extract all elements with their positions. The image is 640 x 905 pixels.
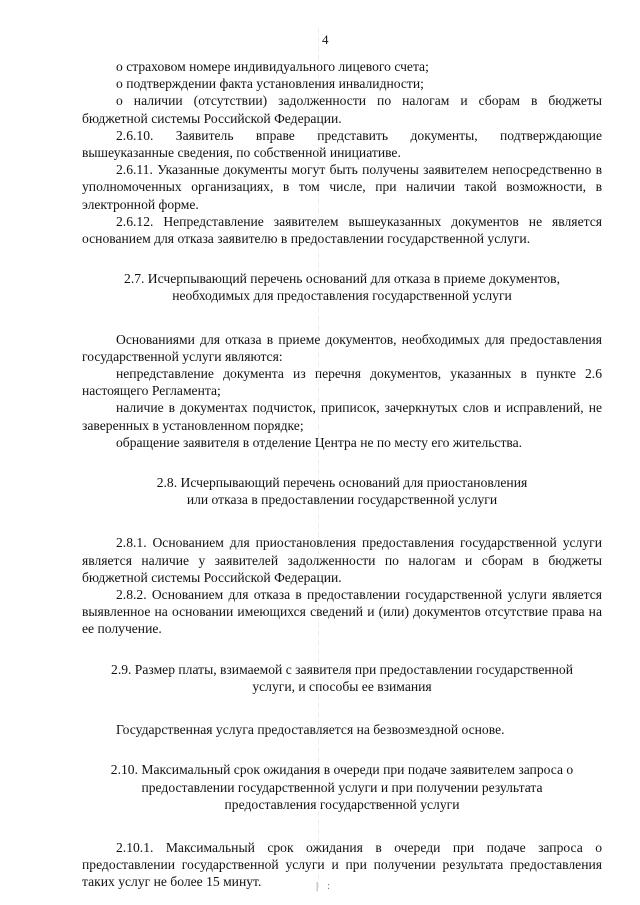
paragraph-2-8-1: 2.8.1. Основанием для приостановления предоставления государственной услуги является наличие у заявителей задолженности по налогам и сборам в бюджеты бюджетной системы Российской Федерации. xyxy=(82,535,602,585)
document-body xyxy=(82,58,602,891)
heading-line: 2.8. Исчерпывающий перечень оснований для приостановления xyxy=(156,475,528,491)
paragraph-2-9: Государственная услуга предоставляется на безвозмездной основе. xyxy=(116,722,505,738)
list-item: обращение заявителя в отделение Центра не по месту его жительства. xyxy=(116,434,523,450)
list-item: о подтверждении факта установления инвалидности; xyxy=(116,76,424,92)
list-item: непредставление документа из перечня документов, указанных в пункте 2.6 настоящего Регламента; xyxy=(82,366,602,399)
heading-line: предоставлении государственной услуги и при получении результата xyxy=(141,779,543,795)
list-item: о страховом номере индивидуального лицевого счета; xyxy=(116,59,429,74)
paragraph-2-6-12: 2.6.12. Непредставление заявителем вышеуказанных документов не является основанием для отказа заявителю в предоставлении государственной услуги. xyxy=(82,213,602,247)
paragraph-2-8-2: 2.8.2. Основанием для отказа в предоставлении государственной услуги является выявленное на основании имеющихся сведений и (или) документов отсутствие права на ее получение. xyxy=(82,587,602,637)
heading-line: или отказа в предоставлении государственной услуги xyxy=(186,492,498,508)
section-heading-2-9 xyxy=(82,661,602,695)
section-heading-2-7 xyxy=(82,270,602,304)
paragraph-2-6-11: 2.6.11. Указанные документы могут быть получены заявителем непосредственно в уполномоченных организациях, в том числе, при наличии такой возможности, в электронной форме. xyxy=(82,162,602,212)
page-number: 4 xyxy=(322,32,329,47)
heading-line: 2.7. Исчерпывающий перечень оснований для отказа в приеме документов, xyxy=(124,271,560,287)
paragraph-2-7-intro: Основаниями для отказа в приеме документов, необходимых для предоставления государственной услуги являются: xyxy=(82,331,602,364)
heading-line: предоставления государственной услуги xyxy=(224,796,460,812)
heading-line: необходимых для предоставления государственной услуги xyxy=(172,288,512,304)
heading-line: 2.9. Размер платы, взимаемой с заявителя при предоставлении государственной xyxy=(111,661,573,677)
paragraph-2-10-1: 2.10.1. Максимальный срок ожидания в очереди при подаче запроса о предоставлении государственной услуги и при получении результата предоставления таких услуг не более 15 минут. xyxy=(82,839,602,890)
paragraph-2-6-10: 2.6.10. Заявитель вправе представить документы, подтверждающие вышеуказанные сведения, по собственной инициативе. xyxy=(82,127,602,161)
section-heading-2-8 xyxy=(82,474,602,508)
list-item: наличие в документах подчисток, приписок, зачеркнутых слов и исправлений, не заверенных в установленном порядке; xyxy=(82,400,602,433)
scan-mark: | : xyxy=(316,880,334,892)
section-heading-2-10 xyxy=(82,761,602,813)
list-item: о наличии (отсутствии) задолженности по налогам и сборам в бюджеты бюджетной системы Российской Федерации. xyxy=(82,93,602,126)
heading-line: услуги, и способы ее взимания xyxy=(252,678,432,694)
heading-line: 2.10. Максимальный срок ожидания в очереди при подаче заявителем запроса о xyxy=(110,762,574,778)
